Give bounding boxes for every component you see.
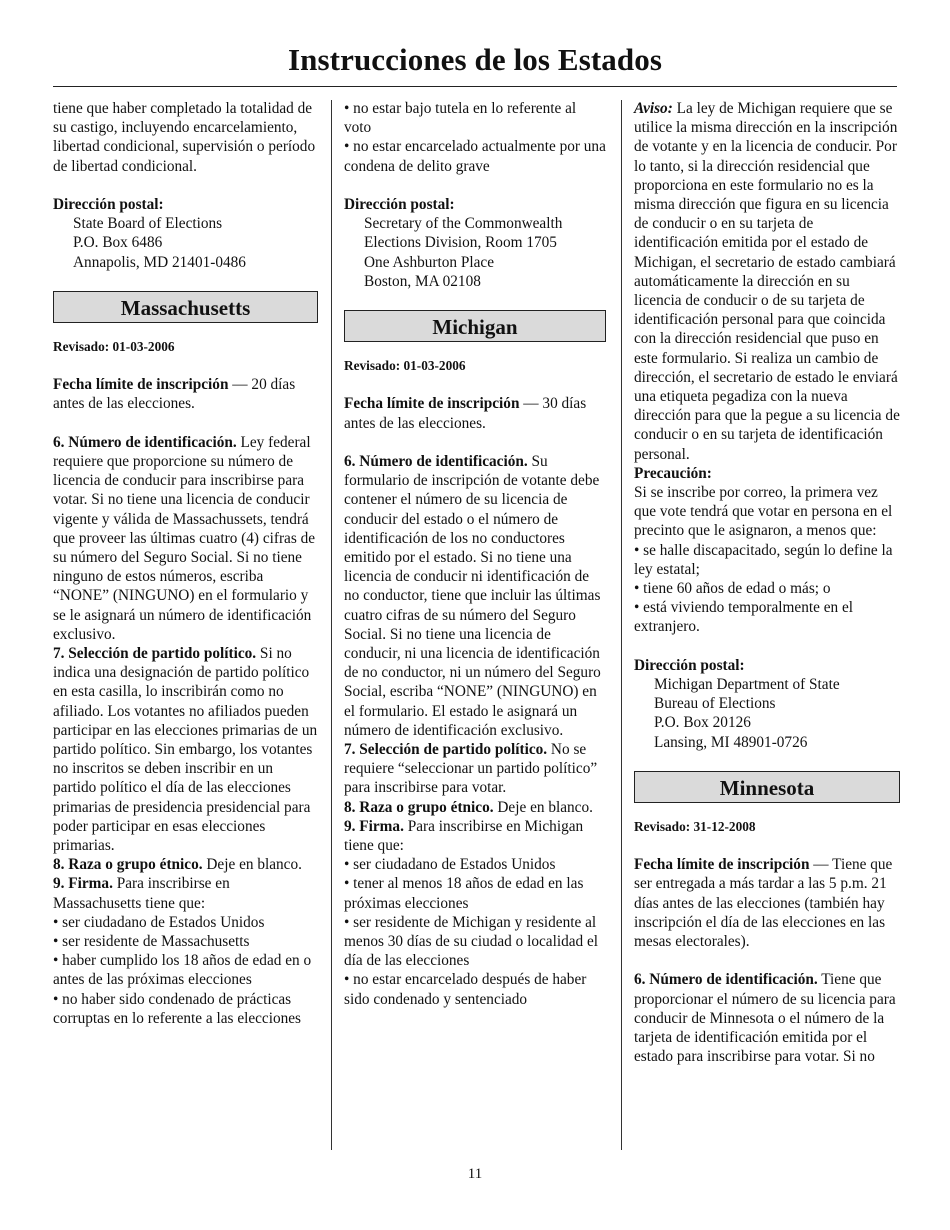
address-line: Annapolis, MD 21401-0486 xyxy=(73,253,246,271)
column-3 xyxy=(634,99,900,1067)
michigan-id-number xyxy=(344,452,606,740)
requirement-item: • ser ciudadano de Estados Unidos xyxy=(344,856,556,874)
requirement-item: • tener al menos 18 años de edad en las próximas elecciones xyxy=(344,875,584,912)
notice-text: La ley de Michigan requiere que se utilice la misma dirección en la inscripción de votante y en la licencia de conducir. Por lo tanto, si la dirección residencial que proporciona en este formulario no es la misma dirección que figura en su licencia de conducir o en su tarjeta de identificación emitida por el estado de Michigan, el secretario de estado cambiará automáticamente la dirección en su licencia de conducir o de su tarjeta de identificación personal para que coincida con la dirección residencial que puso en este formulario. Si realiza un cambio de dirección, el secretario de estado le enviará una etiqueta pegadiza con la nueva dirección para que la pegue a su licencia de conducir o en su tarjeta de identificación personal. xyxy=(634,100,900,463)
maryland-address xyxy=(53,214,318,272)
michigan-caution-text: Si se inscribe por correo, la primera vez que vote tendrá que votar en persona en el precinto que le asignaron, a menos que: xyxy=(634,484,893,540)
address-line: Elections Division, Room 1705 xyxy=(364,234,557,252)
page-title: Instrucciones de los Estados xyxy=(288,42,662,77)
michigan-deadline xyxy=(344,394,606,432)
address-line: Bureau of Elections xyxy=(654,695,776,713)
sign-label: 9. Firma. xyxy=(344,817,404,835)
id-label: 6. Número de identificación. xyxy=(53,433,237,451)
massachusetts-revised: Revisado: 01-03-2006 xyxy=(53,338,175,354)
maryland-continuation-text: tiene que haber completado la totalidad de su castigo, incluyendo encarcelamiento, libertad condicional, supervisión o período de libertad condicional. xyxy=(53,100,316,175)
deadline-label: Fecha límite de inscripción xyxy=(634,856,810,874)
address-line: Michigan Department of State xyxy=(654,676,840,694)
sign-label: 9. Firma. xyxy=(53,875,113,893)
address-line: State Board of Elections xyxy=(73,215,223,233)
deadline-label: Fecha límite de inscripción xyxy=(344,395,520,413)
michigan-caution-label: Precaución: xyxy=(634,464,712,482)
column-2 xyxy=(344,99,606,1009)
massachusetts-party xyxy=(53,644,318,855)
requirement-item: • no estar encarcelado después de haber sido condenado y sentenciado xyxy=(344,971,587,1008)
notice-label: Aviso: xyxy=(634,100,673,117)
massachusetts-id-number xyxy=(53,433,318,644)
address-line: Boston, MA 02108 xyxy=(364,272,481,290)
michigan-address xyxy=(634,675,900,752)
id-text: Ley federal requiere que proporcione su número de licencia de conducir para inscribirse para votar. Si no tiene una licencia de conducir vigente y válida de Massachussets, tendrá que proveer las últimas cuatro (4) cifras de su número del Seguro Social. Si no tiene ninguno de estos números, escriba “NONE” (NINGUNO) en el formulario y se le asignará un número de identificación exclusivo. xyxy=(53,433,316,643)
deadline-text: — 30 días antes de las elecciones. xyxy=(344,395,587,432)
race-label: 8. Raza o grupo étnico. xyxy=(53,856,203,874)
address-line: P.O. Box 6486 xyxy=(73,234,163,252)
michigan-revised: Revisado: 01-03-2006 xyxy=(344,358,466,374)
id-label: 6. Número de identificación. xyxy=(344,453,528,470)
michigan-race xyxy=(344,798,606,817)
requirement-item: • haber cumplido los 18 años de edad en o antes de las próximas elecciones xyxy=(53,952,312,989)
requirement-item: • ser residente de Massachusetts xyxy=(53,933,250,951)
minnesota-id-number xyxy=(634,970,900,1066)
minnesota-deadline xyxy=(634,855,900,951)
michigan-postal-label: Dirección postal: xyxy=(634,656,745,674)
state-heading-massachusetts: Massachusetts xyxy=(53,291,318,323)
address-line: P.O. Box 20126 xyxy=(654,714,751,732)
address-line: Lansing, MI 48901-0726 xyxy=(654,733,808,751)
page-number: 11 xyxy=(467,1166,483,1182)
massachusetts-race xyxy=(53,855,318,874)
sign-text: Para inscribirse en Massachusetts tiene que: xyxy=(53,875,230,912)
michigan-notice xyxy=(634,99,900,464)
title-rule xyxy=(53,86,897,87)
deadline-text: — 20 días antes de las elecciones. xyxy=(53,376,296,413)
massachusetts-signature xyxy=(53,874,318,912)
requirement-item: • no estar bajo tutela en lo referente al voto xyxy=(344,100,577,137)
michigan-signature xyxy=(344,817,606,855)
deadline-label: Fecha límite de inscripción xyxy=(53,376,229,394)
massachusetts-address xyxy=(344,214,606,291)
massachusetts-postal-label: Dirección postal: xyxy=(344,196,455,213)
address-line: One Ashburton Place xyxy=(364,253,495,271)
exception-item: • está viviendo temporalmente en el extranjero. xyxy=(634,599,854,636)
exception-item: • se halle discapacitado, según lo define la ley estatal; xyxy=(634,541,893,578)
party-label: 7. Selección de partido político. xyxy=(53,645,257,663)
party-text: No se requiere “seleccionar un partido político” para inscribirse para votar. xyxy=(344,741,598,797)
requirement-item: • no haber sido condenado de prácticas corruptas en lo referente a las elecciones xyxy=(53,990,302,1027)
race-text: Deje en blanco. xyxy=(202,856,302,874)
requirement-item: • ser ciudadano de Estados Unidos xyxy=(53,913,265,931)
exception-item: • tiene 60 años de edad o más; o xyxy=(634,580,831,598)
minnesota-revised: Revisado: 31-12-2008 xyxy=(634,818,756,834)
michigan-party xyxy=(344,740,606,798)
column-1 xyxy=(53,99,318,1028)
id-label: 6. Número de identificación. xyxy=(634,971,818,989)
requirement-item: • ser residente de Michigan y residente al menos 30 días de su ciudad o localidad el día de las elecciones xyxy=(344,913,599,970)
state-heading-michigan: Michigan xyxy=(344,310,606,342)
maryland-postal-label: Dirección postal: xyxy=(53,196,164,213)
address-line: Secretary of the Commonwealth xyxy=(364,215,563,233)
party-text: Si no indica una designación de partido político en esta casilla, lo inscribirán como no afiliado. Los votantes no afiliados pueden participar en las elecciones primarias de un partido político. Sin embargo, los votantes no inscritos se deben inscribir en un partido político el día de las elecciones primarias de presidencia presidencial para poder participar en esas elecciones primarias. xyxy=(53,645,318,855)
race-label: 8. Raza o grupo étnico. xyxy=(344,798,494,816)
state-heading-minnesota: Minnesota xyxy=(634,771,900,803)
massachusetts-deadline xyxy=(53,375,318,413)
column-divider-2 xyxy=(621,100,622,1150)
deadline-text: — Tiene que ser entregada a más tardar a las 5 p.m. 21 días antes de las elecciones (también hay inscripción el día de las elecciones en las mesas electorales). xyxy=(634,856,893,951)
id-text: Tiene que proporcionar el número de su licencia para conducir de Minnesota o el número de la tarjeta de identificación emitida por el estado para inscribirse para votar. Si no xyxy=(634,971,896,1066)
id-text: Su formulario de inscripción de votante debe contener el número de su licencia de conducir del estado o el número de identificación de los no conductores emitido por el estado. Si no tiene una licencia de conducir ni identificación de no conductor, tiene que incluir las últimas cuatro cifras de su número del Seguro Social. Si no tiene una licencia de conducir, ni una licencia de identificación de no conductor, ni un número del Seguro Social, escriba “NONE” (NINGUNO) en el formulario. El estado le asignará un número de identificación exclusivo. xyxy=(344,453,601,739)
race-text: Deje en blanco. xyxy=(493,798,593,816)
requirement-item: • no estar encarcelado actualmente por una condena de delito grave xyxy=(344,138,606,175)
party-label: 7. Selección de partido político. xyxy=(344,741,548,759)
sign-text: Para inscribirse en Michigan tiene que: xyxy=(344,817,584,855)
column-divider-1 xyxy=(331,100,332,1150)
